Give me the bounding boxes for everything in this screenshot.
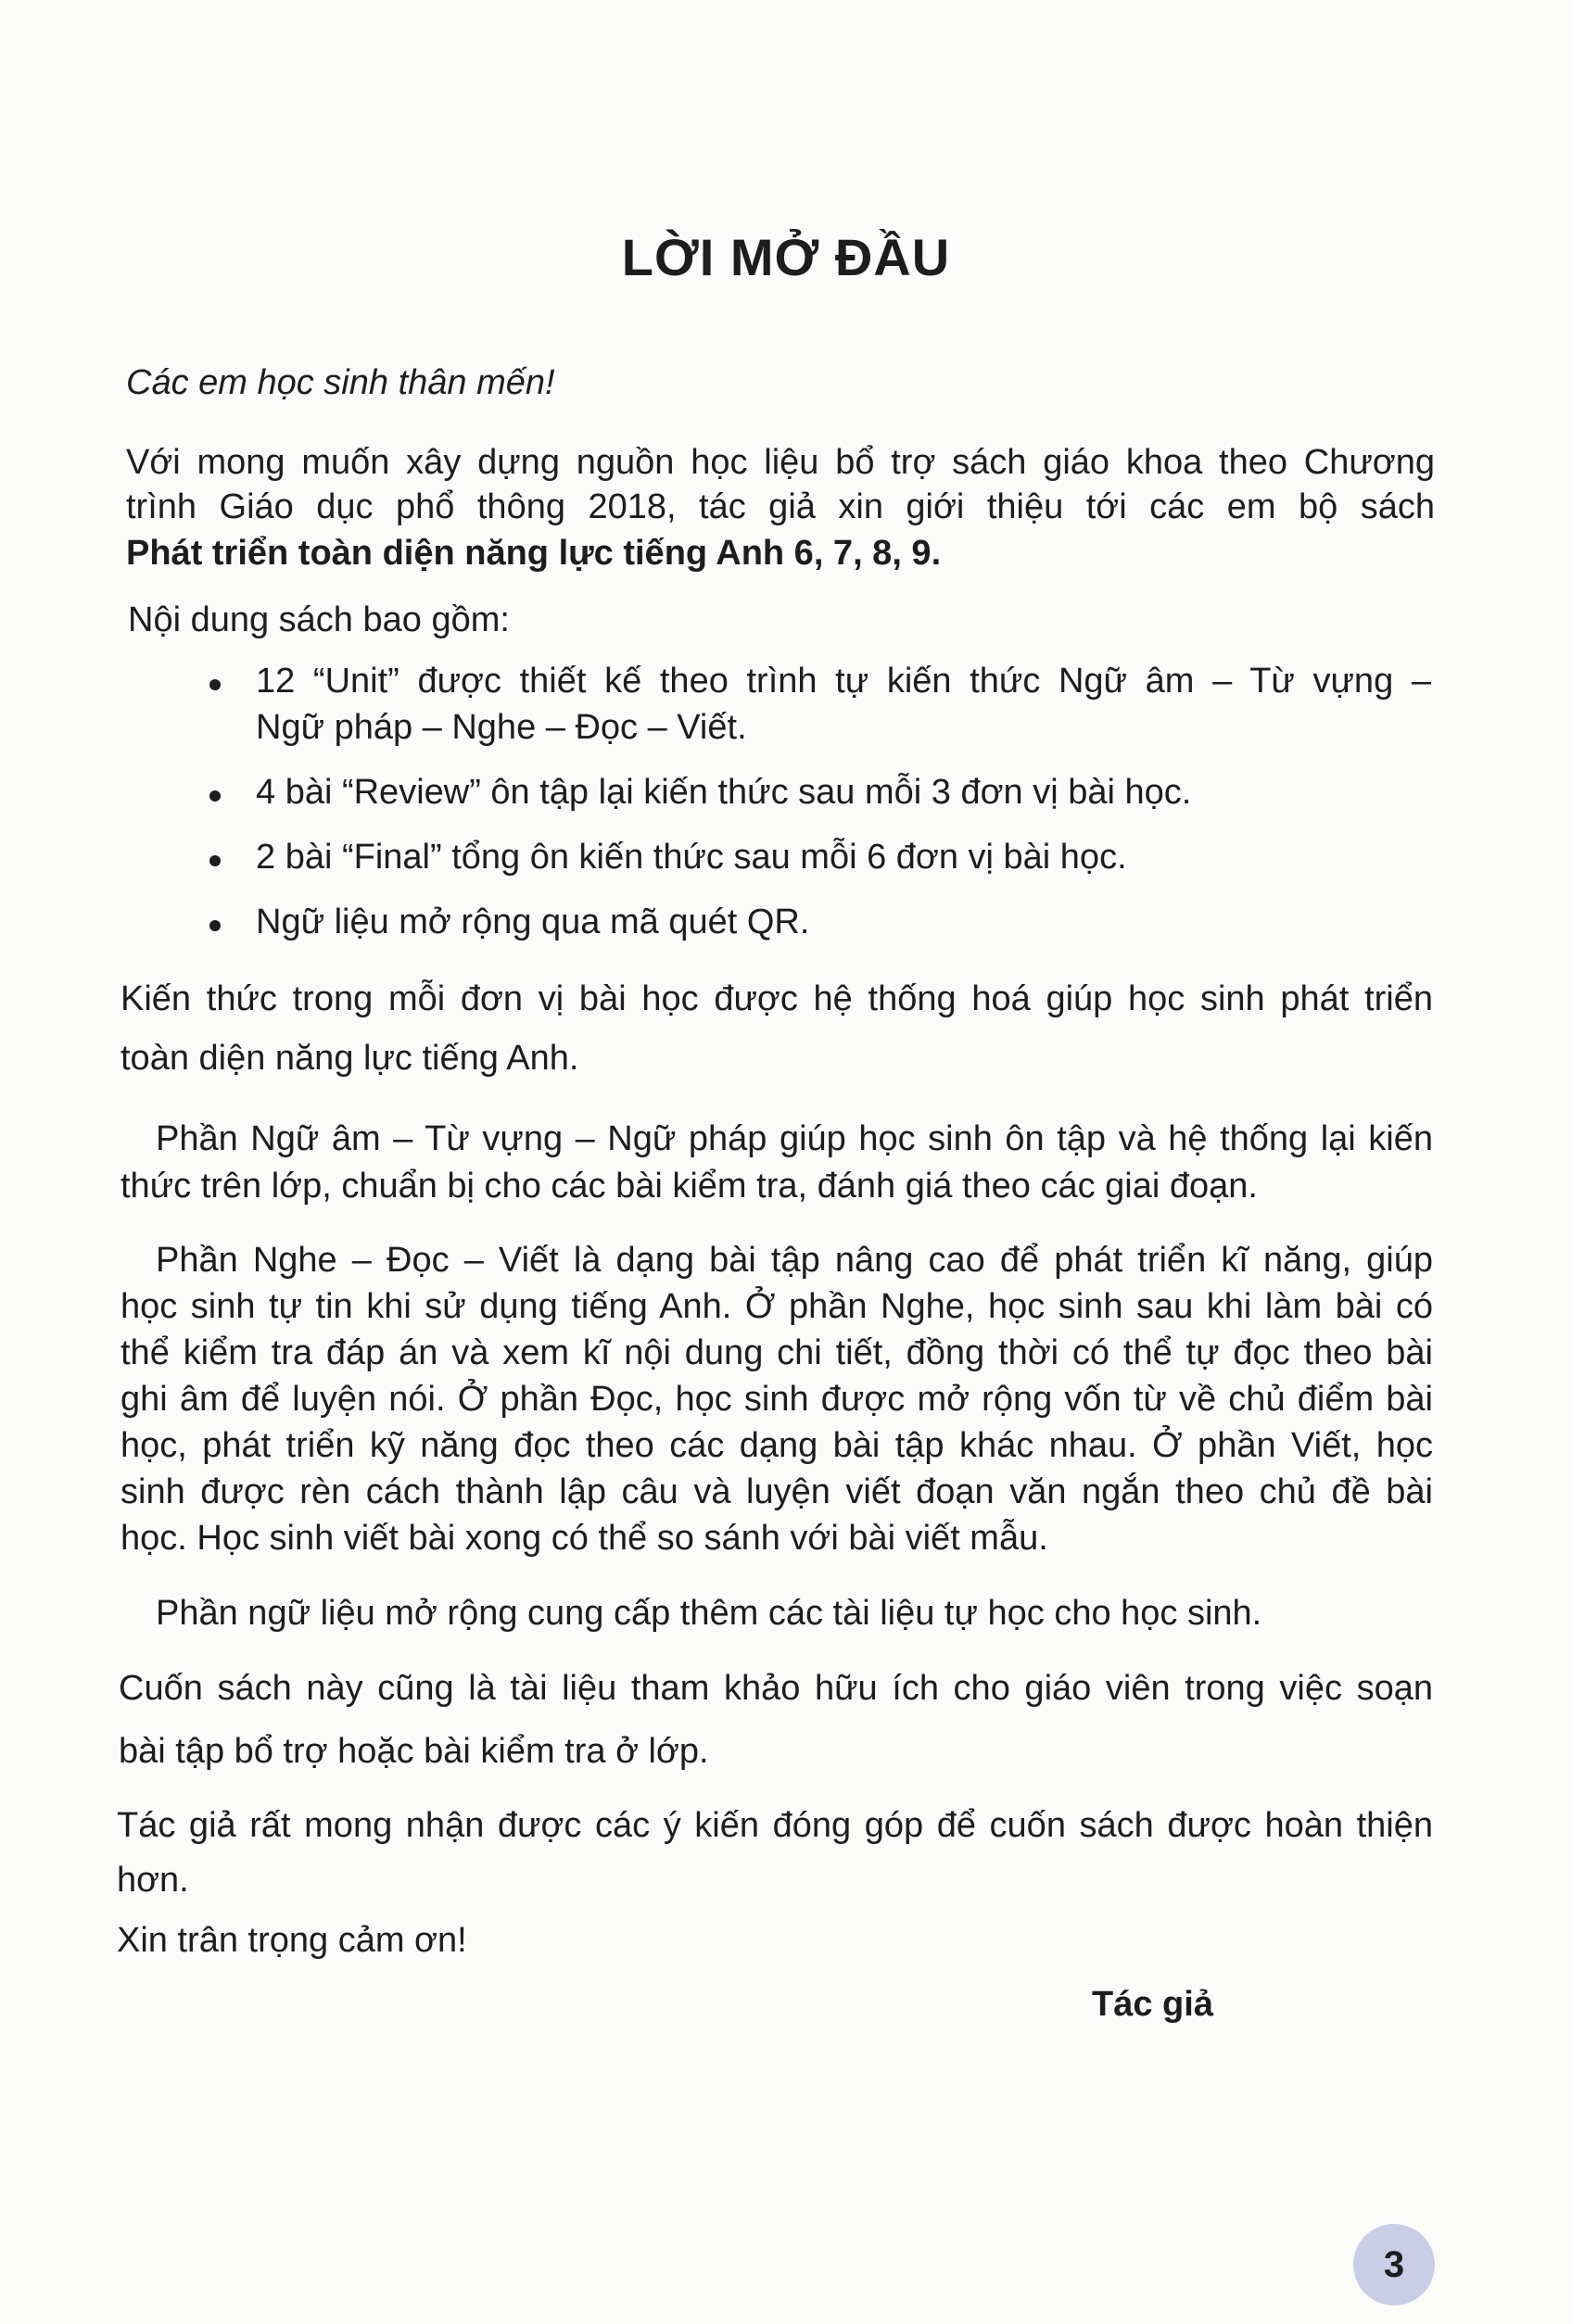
- text-line: thức trên lớp, chuẩn bị cho các bài kiểm tra, đánh giá theo các giai đoạn.: [120, 1167, 1258, 1206]
- book-series-title: Phát triển toàn diện năng lực tiếng Anh 6, 7, 8, 9.: [126, 534, 942, 573]
- text-line: thể kiểm tra đáp án và xem kĩ nội dung chi tiết, đồng thời có thể tự đọc theo bài: [120, 1333, 1433, 1372]
- text-line: Tác giả rất mong nhận được các ý kiến đóng góp để cuốn sách được hoàn thiện: [117, 1806, 1433, 1845]
- text-line: học. Học sinh viết bài xong có thể so sánh với bài viết mẫu.: [120, 1519, 1048, 1558]
- text-line: học sinh tự tin khi sử dụng tiếng Anh. Ở phần Nghe, học sinh sau khi làm bài có: [120, 1287, 1433, 1326]
- text-line: học, phát triển kỹ năng đọc theo các dạng bài tập khác nhau. Ở phần Viết, học: [120, 1426, 1433, 1465]
- bullet-icon: [209, 855, 221, 866]
- thanks-text: Xin trân trọng cảm ơn!: [117, 1921, 467, 1960]
- list-item: Ngữ pháp – Nghe – Đọc – Viết.: [256, 708, 747, 747]
- text-line: hơn.: [117, 1861, 189, 1900]
- contents-label: Nội dung sách bao gồm:: [128, 600, 510, 639]
- page-title: LỜI MỞ ĐẦU: [621, 228, 951, 286]
- list-item: 2 bài “Final” tổng ôn kiến thức sau mỗi 6 đơn vị bài học.: [256, 838, 1127, 877]
- bullet-icon: [209, 790, 221, 802]
- text-line: Cuốn sách này cũng là tài liệu tham khảo hữu ích cho giáo viên trong việc soạn: [119, 1669, 1433, 1708]
- text-line: bài tập bổ trợ hoặc bài kiểm tra ở lớp.: [119, 1732, 709, 1771]
- greeting: Các em học sinh thân mến!: [126, 363, 555, 402]
- extra-materials-paragraph: Phần ngữ liệu mở rộng cung cấp thêm các tài liệu tự học cho học sinh.: [156, 1594, 1262, 1633]
- text-line: Phần Ngữ âm – Từ vựng – Ngữ pháp giúp học sinh ôn tập và hệ thống lại kiến: [156, 1119, 1433, 1158]
- text-line: sinh được rèn cách thành lập câu và luyện viết đoạn văn ngắn theo chủ đề bài: [120, 1472, 1433, 1511]
- text-line: Kiến thức trong mỗi đơn vị bài học được hệ thống hoá giúp học sinh phát triển: [120, 979, 1433, 1018]
- text-line: Phần Nghe – Đọc – Viết là dạng bài tập nâng cao để phát triển kĩ năng, giúp: [156, 1241, 1433, 1280]
- text-line: Với mong muốn xây dựng nguồn học liệu bổ trợ sách giáo khoa theo Chương: [126, 443, 1435, 482]
- list-item: 12 “Unit” được thiết kế theo trình tự kiến thức Ngữ âm – Từ vựng –: [256, 662, 1431, 701]
- bullet-icon: [209, 679, 221, 690]
- signature: Tác giả: [1092, 1985, 1213, 2024]
- list-item: 4 bài “Review” ôn tập lại kiến thức sau mỗi 3 đơn vị bài học.: [256, 773, 1192, 812]
- bullet-icon: [209, 920, 221, 931]
- text-line: toàn diện năng lực tiếng Anh.: [120, 1039, 579, 1078]
- text-line: trình Giáo dục phổ thông 2018, tác giả xin giới thiệu tới các em bộ sách: [126, 487, 1435, 526]
- list-item: Ngữ liệu mở rộng qua mã quét QR.: [256, 903, 810, 941]
- text-line: ghi âm để luyện nói. Ở phần Đọc, học sinh được mở rộng vốn từ về chủ điểm bài: [120, 1380, 1433, 1419]
- page-number-badge: 3: [1353, 2224, 1435, 2305]
